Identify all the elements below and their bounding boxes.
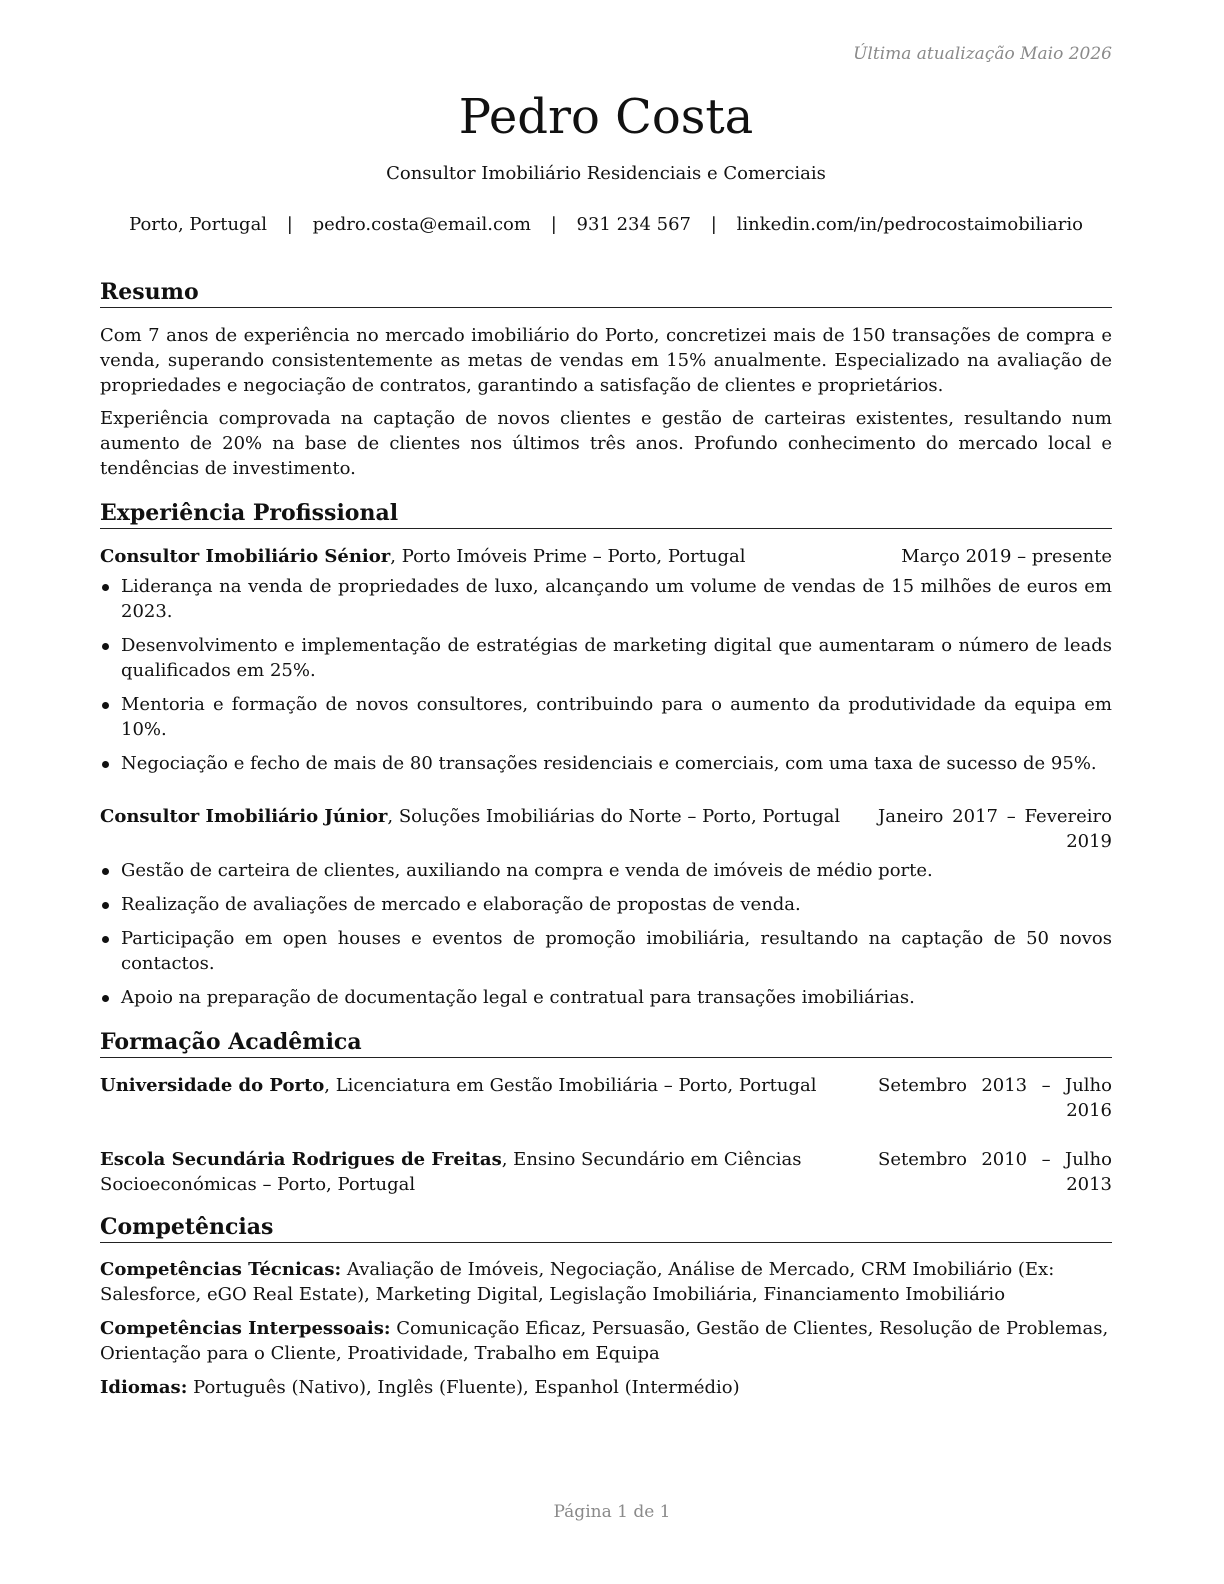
job-title-line <box>100 544 901 569</box>
education-title-line <box>100 1073 878 1123</box>
contact-separator: | <box>286 214 293 235</box>
bullet-icon <box>102 936 109 943</box>
bullet-icon <box>102 702 109 709</box>
summary-paragraph: Com 7 anos de experiência no mercado imobiliário do Porto, concretizei mais de 150 transações de compra e venda, superando consistentemente as metas de vendas em 15% anualmente. Especializado na avaliação de propriedades e negociação de contratos, garantindo a satisfação de clientes e proprietários. <box>100 325 1112 396</box>
education-dates: Setembro 2010 – Julho 2013 <box>878 1149 1112 1195</box>
education-entry <box>100 1073 1112 1123</box>
education-title-line <box>100 1147 878 1197</box>
skills-text: Comunicação Eficaz, Persuasão, Gestão de Clientes, Resolução de Problemas, Orientação para o Cliente, Proatividade, Trabalho em Equipa <box>100 1318 1109 1364</box>
contact-linkedin[interactable]: linkedin.com/in/pedrocostaimobiliario <box>736 214 1083 235</box>
list-item: Mentoria e formação de novos consultores, contribuindo para o aumento da produtividade da equipa em 10%. <box>100 692 1112 742</box>
skills-label: Idiomas: <box>100 1377 188 1398</box>
skills-line <box>100 1375 1112 1400</box>
summary-paragraph: Experiência comprovada na captação de novos clientes e gestão de carteiras existentes, resultando num aumento de 20% na base de clientes nos últimos três anos. Profundo conhecimento do mercado local e tendências de investimento. <box>100 408 1112 479</box>
candidate-headline: Consultor Imobiliário Residenciais e Comerciais <box>386 163 826 184</box>
education-section <box>100 1027 1112 1197</box>
education-dates: Setembro 2013 – Julho 2016 <box>878 1075 1112 1121</box>
bullet-icon <box>102 761 109 768</box>
section-title-education: Formação Acadêmica <box>100 1027 1112 1058</box>
experience-section <box>100 498 1112 1010</box>
section-title-skills: Competências <box>100 1212 1112 1243</box>
bullet-icon <box>102 643 109 650</box>
skills-line <box>100 1316 1112 1366</box>
page-number: Página 1 de 1 <box>553 1502 671 1522</box>
contact-phone: 931 234 567 <box>576 214 692 235</box>
job-header <box>100 804 1112 854</box>
list-item: Realização de avaliações de mercado e elaboração de propostas de venda. <box>100 892 1112 917</box>
job-role: Consultor Imobiliário Sénior <box>100 546 391 567</box>
list-item: Gestão de carteira de clientes, auxiliando na compra e venda de imóveis de médio porte. <box>100 858 1112 883</box>
list-item: Participação em open houses e eventos de promoção imobiliária, resultando na captação de 50 novos contactos. <box>100 926 1112 976</box>
job-title-line <box>100 804 878 854</box>
skills-label: Competências Interpessoais: <box>100 1318 391 1339</box>
education-school: Escola Secundária Rodrigues de Freitas <box>100 1149 502 1170</box>
list-item: Apoio na preparação de documentação legal e contratual para transações imobiliárias. <box>100 985 1112 1010</box>
job-bullets <box>100 574 1112 776</box>
education-entry <box>100 1147 1112 1197</box>
contact-separator: | <box>710 214 717 235</box>
list-item: Desenvolvimento e implementação de estratégias de marketing digital que aumentaram o número de leads qualificados em 25%. <box>100 633 1112 683</box>
job-dates: Janeiro 2017 – Fevereiro 2019 <box>878 806 1112 852</box>
job-company: , Porto Imóveis Prime – Porto, Portugal <box>390 546 746 567</box>
bullet-icon <box>102 995 109 1002</box>
section-title-summary: Resumo <box>100 277 1112 308</box>
contact-email[interactable]: pedro.costa@email.com <box>312 214 531 235</box>
bullet-icon <box>102 902 109 909</box>
contact-location: Porto, Portugal <box>129 214 268 235</box>
bullet-icon <box>102 584 109 591</box>
contact-line <box>100 213 1112 237</box>
job-header <box>100 544 1112 569</box>
job-company: , Soluções Imobiliárias do Norte – Porto, Portugal <box>387 806 841 827</box>
education-school: Universidade do Porto <box>100 1075 325 1096</box>
skills-label: Competências Técnicas: <box>100 1259 342 1280</box>
candidate-name: Pedro Costa <box>458 89 754 145</box>
bullet-icon <box>102 868 109 875</box>
job-role: Consultor Imobiliário Júnior <box>100 806 388 827</box>
list-item: Negociação e fecho de mais de 80 transações residenciais e comerciais, com uma taxa de sucesso de 95%. <box>100 751 1112 776</box>
job-entry <box>100 544 1112 776</box>
last-updated: Última atualização Maio 2026 <box>853 44 1112 64</box>
job-entry <box>100 804 1112 1010</box>
education-detail: , Ensino Secundário em Ciências Socioeconómicas – Porto, Portugal <box>100 1149 802 1195</box>
job-dates: Março 2019 – presente <box>901 546 1112 567</box>
job-bullets <box>100 858 1112 1010</box>
summary-section <box>100 277 1112 481</box>
skills-line <box>100 1257 1112 1307</box>
skills-text: Português (Nativo), Inglês (Fluente), Espanhol (Intermédio) <box>187 1377 740 1398</box>
education-detail: , Licenciatura em Gestão Imobiliária – Porto, Portugal <box>324 1075 817 1096</box>
list-item: Liderança na venda de propriedades de luxo, alcançando um volume de vendas de 15 milhões de euros em 2023. <box>100 574 1112 624</box>
contact-separator: | <box>550 214 557 235</box>
skills-text: Avaliação de Imóveis, Negociação, Análise de Mercado, CRM Imobiliário (Ex: Salesforce, eGO Real Estate), Marketing Digital, Legislação Imobiliária, Financiamento Imobiliário <box>100 1259 1055 1305</box>
section-title-experience: Experiência Profissional <box>100 498 1112 529</box>
skills-section <box>100 1212 1112 1400</box>
